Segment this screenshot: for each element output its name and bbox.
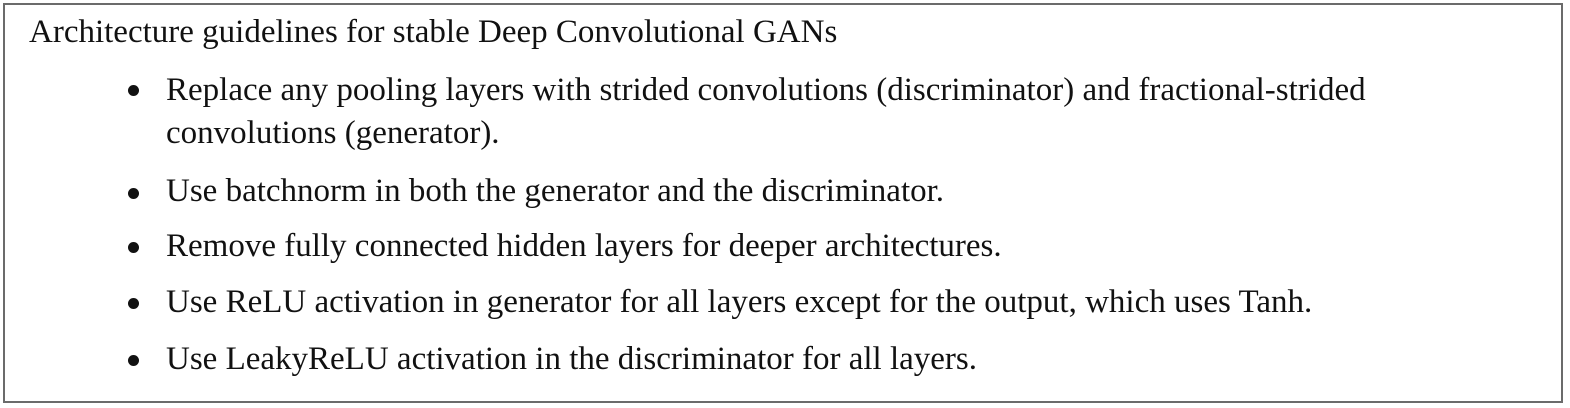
guideline-text: Use ReLU activation in generator for all layers except for the output, which uses Tanh. bbox=[166, 284, 1313, 320]
guidelines-box bbox=[3, 3, 1563, 403]
guideline-text: Replace any pooling layers with strided convolutions (discriminator) and fractional-strided bbox=[166, 72, 1366, 108]
guideline-text: Use batchnorm in both the generator and the discriminator. bbox=[166, 173, 945, 209]
bullet-icon bbox=[128, 298, 139, 309]
guideline-text: Remove fully connected hidden layers for deeper architectures. bbox=[166, 228, 1002, 264]
guideline-text: Use LeakyReLU activation in the discriminator for all layers. bbox=[166, 341, 977, 377]
bullet-icon bbox=[128, 355, 139, 366]
guideline-text-continuation: convolutions (generator). bbox=[166, 115, 500, 151]
bullet-icon bbox=[128, 242, 139, 253]
bullet-icon bbox=[128, 85, 139, 96]
bullet-icon bbox=[128, 188, 139, 199]
box-title: Architecture guidelines for stable Deep Convolutional GANs bbox=[29, 14, 838, 50]
